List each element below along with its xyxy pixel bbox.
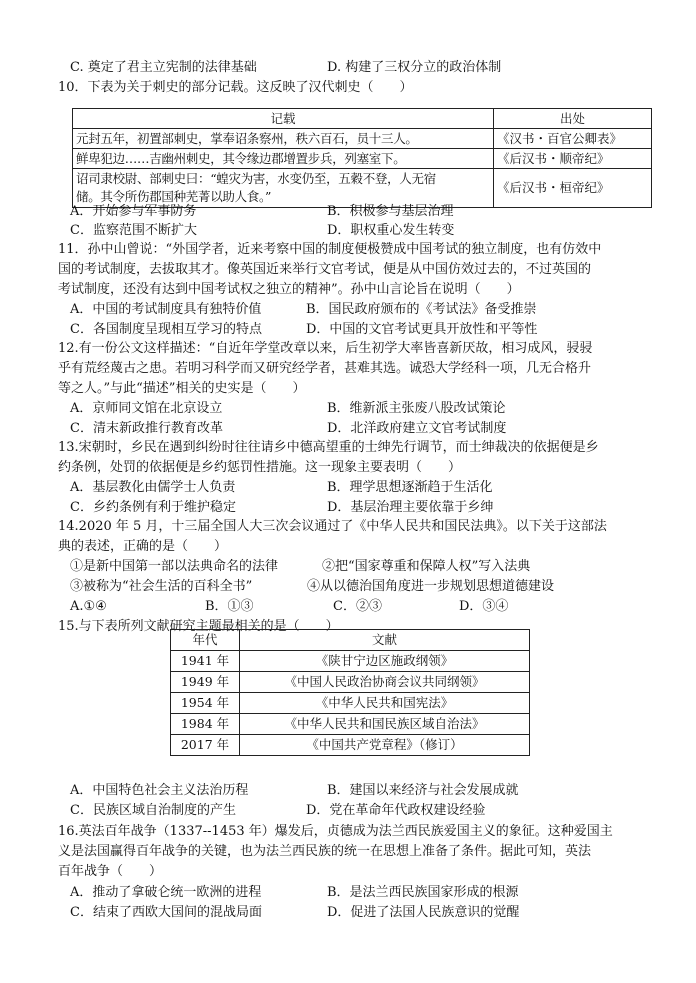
q12-stem-line: 等之人。”与此“描述”相关的史实是（ ） bbox=[58, 381, 306, 396]
table-cell-record: 元封五年，初置部刺史，掌奉诏条察州，秩六百石，员十三人。 bbox=[73, 129, 494, 149]
table-cell-year: 1949 年 bbox=[171, 672, 240, 693]
table-cell-doc: 《陕甘宁边区施政纲领》 bbox=[240, 651, 530, 672]
q11-stem-line: 11．孙中山曾说：“外国学者，近来考察中国的制度便极赞成中国考试的独立制度，也有仿效中 bbox=[58, 242, 602, 257]
q10-option-c: C．监察范围不断扩大 bbox=[70, 223, 197, 238]
q13-option-d: D．基层治理主要依靠于乡绅 bbox=[327, 500, 494, 515]
q14-statement-1: ①是新中国第一部以法典命名的法律 bbox=[70, 559, 279, 574]
q13-option-a: A．基层教化由儒学士人负责 bbox=[70, 480, 236, 495]
q12-option-c: C．清末新政推行教育改革 bbox=[70, 421, 223, 436]
q10-option-d: D．职权重心发生转变 bbox=[327, 223, 455, 238]
q15-option-c: C．民族区域自治制度的产生 bbox=[70, 803, 236, 818]
q15-table bbox=[170, 629, 530, 756]
table-cell-record: 鲜卑犯边……吉幽州刺史，其令缘边郡增置步兵，列塞室下。 bbox=[73, 149, 494, 169]
table-row bbox=[171, 672, 530, 693]
table-cell-doc: 《中华人民共和国宪法》 bbox=[240, 693, 530, 714]
q13-option-b: B．理学思想逐渐趋于生活化 bbox=[327, 480, 493, 495]
q14-stem-line: 14.2020 年 5 月，十三届全国人大三次会议通过了《中华人民共和国民法典》。以下关于这部法 bbox=[58, 519, 607, 534]
record-line: 诏司隶校尉、部刺史曰：“蝗灾为害，水变仍至，五穀不登，人无宿 bbox=[76, 171, 436, 186]
table-row bbox=[171, 651, 530, 672]
q12-option-d: D．北洋政府建立文官考试制度 bbox=[327, 421, 507, 436]
q14-option-c: C．②③ bbox=[333, 599, 382, 614]
q16-stem-line: 百年战争（ ） bbox=[58, 864, 163, 879]
q11-stem-line: 考试制度，还没有达到中国考试权之独立的精神”。孙中山言论旨在说明（ ） bbox=[58, 282, 520, 297]
table-cell-source: 《汉书・百官公卿表》 bbox=[494, 129, 652, 149]
table-cell-year: 1954 年 bbox=[171, 693, 240, 714]
q13-stem-line: 13.宋朝时，乡民在遇到纠纷时往往请乡中德高望重的士绅先行调节，而士绅裁决的依据便是乡 bbox=[58, 440, 599, 455]
q11-option-c: C．各国制度呈现相互学习的特点 bbox=[70, 322, 262, 337]
q16-option-b: B．是法兰西民族国家形成的根源 bbox=[327, 885, 519, 900]
q16-option-c: C．结束了西欧大国间的混战局面 bbox=[70, 905, 262, 920]
table-header-doc: 文献 bbox=[240, 630, 530, 651]
q14-statement-2: ②把“国家尊重和保障人权”写入法典 bbox=[322, 559, 531, 574]
q12-stem-line: 乎有荒经蔑古之患。若明习科学而又研究经学者，甚难其选。诚恐大学经科一项，几无合格升 bbox=[58, 361, 592, 376]
table-cell-year: 2017 年 bbox=[171, 735, 240, 756]
q10-option-a: A．开始参与军事防务 bbox=[70, 204, 197, 219]
table-row bbox=[73, 129, 652, 149]
q14-option-a: A.①④ bbox=[70, 599, 107, 614]
q15-option-d: D．党在革命年代政权建设经验 bbox=[306, 803, 486, 818]
table-header-source: 出处 bbox=[494, 109, 652, 129]
q10-table bbox=[72, 108, 652, 208]
q12-option-b: B．维新派主张废八股改试策论 bbox=[327, 401, 506, 416]
record-line: 储。其令所伤郡国种芜菁以助人食。” bbox=[76, 189, 272, 204]
table-header-row bbox=[73, 109, 652, 129]
q9-option-c: C. 奠定了君主立宪制的法律基础 bbox=[70, 60, 257, 75]
table-cell-year: 1984 年 bbox=[171, 714, 240, 735]
table-header-row bbox=[171, 630, 530, 651]
table-cell-doc: 《中国共产党章程》（修订） bbox=[240, 735, 530, 756]
q14-statement-4: ④从以德治国角度进一步规划思想道德建设 bbox=[307, 579, 555, 594]
q16-stem-line: 16.英法百年战争（1337--1453 年）爆发后，贞德成为法兰西民族爱国主义的象征。这种爱国主 bbox=[58, 824, 613, 839]
table-header-record: 记载 bbox=[73, 109, 494, 129]
q11-option-d: D．中国的文官考试更具开放性和平等性 bbox=[306, 322, 538, 337]
q16-stem-line: 义是法国赢得百年战争的关键，也为法兰西民族的统一在思想上准备了条件。据此可知，英法 bbox=[58, 844, 592, 859]
q11-option-a: A．中国的考试制度具有独特价值 bbox=[70, 302, 262, 317]
q13-stem-line: 约条例，处罚的依据便是乡约惩罚性措施。这一现象主要表明（ ） bbox=[58, 460, 462, 475]
table-row bbox=[171, 735, 530, 756]
table-cell-doc: 《中华人民共和国民族区域自治法》 bbox=[240, 714, 530, 735]
q16-option-d: D．促进了法国人民族意识的觉醒 bbox=[327, 905, 520, 920]
q14-stem-line: 典的表述，正确的是（ ） bbox=[58, 539, 228, 554]
q9-option-d: D. 构建了三权分立的政治体制 bbox=[327, 60, 502, 75]
q14-statement-3: ③被称为“社会生活的百科全书” bbox=[70, 579, 253, 594]
q15-option-b: B．建国以来经济与社会发展成就 bbox=[327, 783, 519, 798]
q10-option-b: B．积极参与基层治理 bbox=[327, 204, 454, 219]
table-row bbox=[73, 149, 652, 169]
q15-option-a: A．中国特色社会主义法治历程 bbox=[70, 783, 249, 798]
q15-stem: 15.与下表所列文献研究主题最相关的是（ ） bbox=[58, 619, 339, 634]
q12-option-a: A．京师同文馆在北京设立 bbox=[70, 401, 223, 416]
table-row bbox=[171, 693, 530, 714]
table-cell-source: 《后汉书・桓帝纪》 bbox=[494, 169, 652, 208]
q16-option-a: A．推动了拿破仑统一欧洲的进程 bbox=[70, 885, 262, 900]
table-header-year: 年代 bbox=[171, 630, 240, 651]
q12-stem-line: 12.有一份公文这样描述：“自近年学堂改章以来，后生初学大率皆喜新厌故，相习成风，骎骎 bbox=[58, 341, 593, 356]
q14-option-b: B．①③ bbox=[205, 599, 254, 614]
q10-stem: 10．下表为关于刺史的部分记载。这反映了汉代刺史（ ） bbox=[58, 80, 413, 95]
q11-option-b: B．国民政府颁布的《考试法》备受推崇 bbox=[306, 302, 537, 317]
table-cell-source: 《后汉书・顺帝纪》 bbox=[494, 149, 652, 169]
table-row bbox=[171, 714, 530, 735]
q13-option-c: C．乡约条例有利于维护稳定 bbox=[70, 500, 236, 515]
q11-stem-line: 国的考试制度，去拔取其才。像英国近来举行文官考试，便是从中国仿效过去的，不过英国的 bbox=[58, 262, 592, 277]
table-cell-year: 1941 年 bbox=[171, 651, 240, 672]
table-cell-doc: 《中国人民政治协商会议共同纲领》 bbox=[240, 672, 530, 693]
q14-option-d: D．③④ bbox=[459, 599, 509, 614]
